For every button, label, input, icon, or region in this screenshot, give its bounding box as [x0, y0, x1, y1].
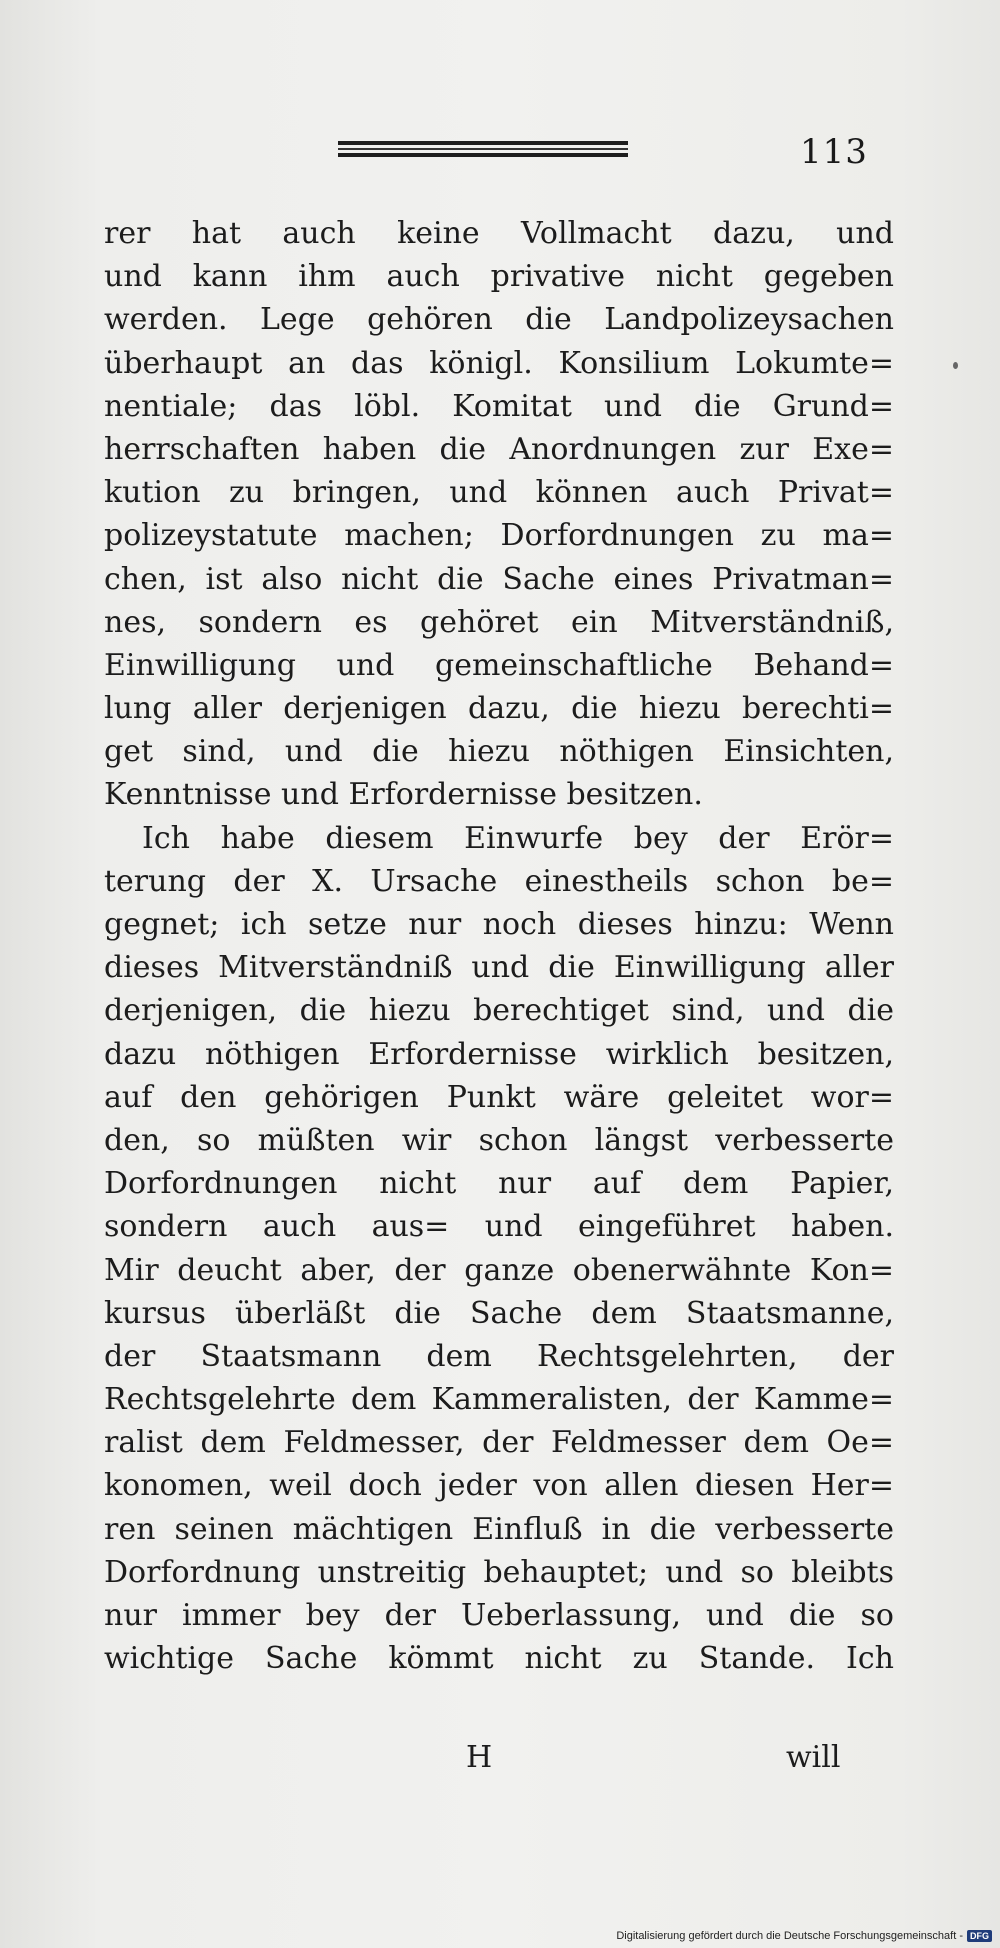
catchword: will: [786, 1740, 841, 1775]
text-line: chen, ist also nicht die Sache eines Privatman=: [104, 561, 894, 597]
text-line: lung aller derjenigen dazu, die hiezu berechti=: [104, 691, 894, 727]
text-line: get sind, und die hiezu nöthigen Einsichten,: [104, 734, 894, 770]
text-line: Kenntnisse und Erfordernisse besitzen.: [104, 777, 703, 813]
text-line: terung der X. Ursache einestheils schon be=: [104, 863, 894, 899]
text-line: Dorfordnungen nicht nur auf dem Papier,: [104, 1166, 894, 1202]
text-line: konomen, weil doch jeder von allen diesen Her=: [104, 1468, 894, 1504]
credit-text: Digitalisierung gefördert durch die Deutsche Forschungsgemeinschaft -: [616, 1930, 963, 1942]
page-foot-marks: [104, 1740, 894, 1780]
text-line: ren seinen mächtigen Einfluß in die verbesserte: [104, 1511, 894, 1547]
text-line: sondern auch aus= und eingeführet haben.: [104, 1209, 894, 1245]
text-line: und kann ihm auch privative nicht gegeben: [104, 259, 894, 295]
signature-mark: H: [466, 1740, 493, 1775]
text-line: nentiale; das löbl. Komitat und die Grund=: [104, 388, 894, 424]
text-line: auf den gehörigen Punkt wäre geleitet wor=: [104, 1079, 894, 1115]
text-line: überhaupt an das königl. Konsilium Lokumte=: [104, 345, 894, 381]
dfg-logo: DFG: [967, 1930, 992, 1942]
ornament-rule: [338, 153, 628, 157]
text-line: nes, sondern es gehöret ein Mitverständniß,: [104, 604, 894, 640]
text-line: Ich habe diesem Einwurfe bey der Erör=: [142, 820, 894, 856]
text-line: nur immer bey der Ueberlassung, und die so: [104, 1598, 894, 1633]
body-text: [104, 212, 894, 1680]
text-line: wichtige Sache kömmt nicht zu Stande. Ich: [104, 1641, 894, 1677]
text-line: polizeystatute machen; Dorfordnungen zu ma=: [104, 518, 894, 554]
text-line: Rechtsgelehrte dem Kammeralisten, der Kamme=: [104, 1382, 894, 1418]
text-line: herrschaften haben die Anordnungen zur Exe=: [104, 431, 894, 467]
header-ornament: [338, 141, 628, 161]
text-line: derjenigen, die hiezu berechtiget sind, und die: [104, 993, 894, 1029]
text-line: kution zu bringen, und können auch Privat=: [104, 475, 894, 511]
ornament-rule: [338, 141, 628, 145]
ornament-rule: [338, 148, 628, 150]
text-line: Dorfordnung unstreitig behauptet; und so bleibts: [104, 1554, 894, 1590]
text-line: den, so müßten wir schon längst verbesserte: [104, 1122, 894, 1158]
text-line: gegnet; ich setze nur noch dieses hinzu: Wenn: [104, 907, 894, 942]
text-line: kursus überläßt die Sache dem Staatsmanne,: [104, 1295, 894, 1331]
text-line: dieses Mitverständniß und die Einwilligung aller: [104, 950, 894, 986]
text-line: Einwilligung und gemeinschaftliche Behand=: [104, 647, 894, 683]
text-line: Mir deucht aber, der ganze obenerwähnte Kon=: [104, 1252, 894, 1288]
text-line: dazu nöthigen Erfordernisse wirklich besitzen,: [104, 1036, 894, 1072]
text-line: der Staatsmann dem Rechtsgelehrten, der: [104, 1338, 894, 1374]
page-number: 113: [800, 132, 868, 172]
text-line: rer hat auch keine Vollmacht dazu, und: [104, 216, 894, 251]
text-line: ralist dem Feldmesser, der Feldmesser dem Oe=: [104, 1425, 894, 1461]
text-line: werden. Lege gehören die Landpolizeysachen: [104, 302, 894, 338]
digitization-credit: [616, 1930, 992, 1942]
page-speck: [953, 362, 958, 369]
